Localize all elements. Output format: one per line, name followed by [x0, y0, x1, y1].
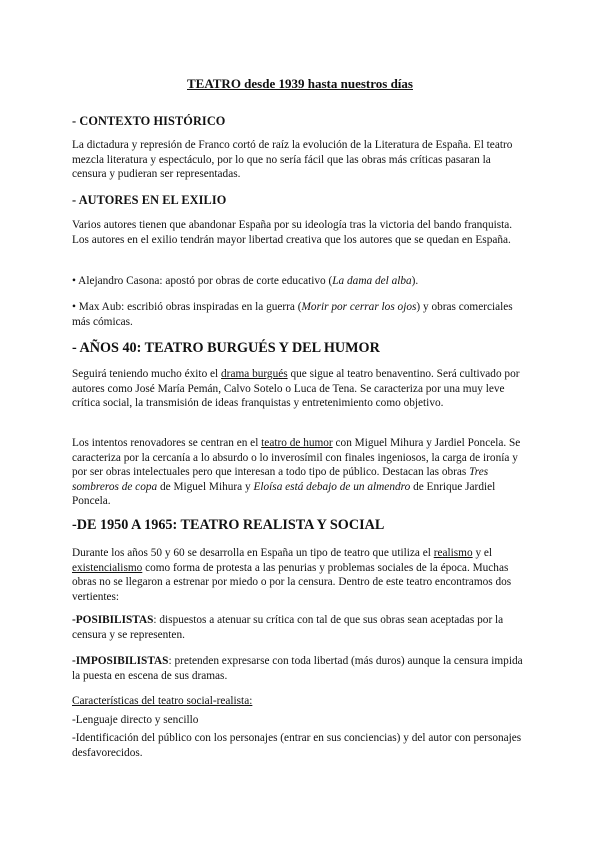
p4-text-and: y el — [472, 547, 493, 559]
section-heading-anos-40: - AÑOS 40: TEATRO BURGUÉS Y DEL HUMOR — [72, 340, 380, 356]
p1-text: Seguirá teniendo mucho éxito el — [72, 368, 222, 380]
p2-text: Los intentos renovadores se centran en el — [72, 437, 262, 449]
paragraph-drama-burgues — [72, 367, 528, 411]
label-imposibilistas: -IMPOSIBILISTAS — [72, 655, 169, 667]
section-heading-contexto: - CONTEXTO HISTÓRICO — [72, 114, 226, 128]
casona-text: • Alejandro Casona: apostó por obras de corte educativo ( — [72, 275, 333, 287]
section-heading-1950-1965: -DE 1950 A 1965: TEATRO REALISTA Y SOCIAL — [72, 517, 385, 533]
page-title: TEATRO desde 1939 hasta nuestros días — [187, 76, 413, 91]
characteristic-item-1: -Lenguaje directo y sencillo — [72, 714, 199, 726]
text-imposibilistas: : pretenden expresarse con toda libertad (más duros) aunque la censura impida la puesta en escena de sus dramas. — [72, 655, 523, 682]
list-item-aub — [72, 300, 528, 329]
paragraph-exilio: Varios autores tienen que abandonar España por su ideología tras la victoria del bando franquista. Los autores en el exilio tendrán mayor libertad creativa que los autores que se quedan en España. — [72, 219, 513, 246]
paragraph-realismo — [72, 546, 528, 604]
term-teatro-humor: teatro de humor — [261, 437, 333, 449]
text-posibilistas: : dispuestos a atenuar su crítica con tal de que sus obras sean aceptadas por la censura y se representen. — [72, 614, 504, 641]
casona-text-end: ). — [411, 275, 419, 287]
p2-text-mid: con Miguel Mihura y Jardiel Poncela. Se caracteriza por la cercanía a lo absurdo o lo inverosímil con finales ingeniosos, la carga de ironía y por ser obras intelectuales pero que interesan a todo tipo de público. Destacan las obras — [72, 437, 521, 479]
p1-text-rest: que sigue al teatro benaventino. Será cultivado por autores como José María Pemán, Calvo Sotelo o Luca de Tena. Se caracteriza por una muy leve crítica social, la transmisión de ideas franquistas y entretenimiento como objetivo. — [72, 368, 520, 410]
characteristic-item-2: -Identificación del público con los personajes (entrar en sus conciencias) y del autor con personajes desfavorecidos. — [72, 732, 522, 759]
list-item-casona — [72, 274, 528, 289]
aub-work: Morir por cerrar los ojos — [301, 301, 417, 313]
p2-text-end: de Enrique Jardiel Poncela. — [72, 480, 496, 508]
aub-text-end: ) y obras comerciales más cómicas. — [72, 301, 513, 328]
term-drama-burgues: drama burgués — [221, 368, 288, 380]
characteristics-title: Características del teatro social-realista: — [72, 695, 253, 707]
p4-text: Durante los años 50 y 60 se desarrolla en España un tipo de teatro que utiliza el — [72, 547, 434, 559]
work-eloisa: Eloísa está debajo de un almendro — [253, 480, 411, 493]
paragraph-contexto: La dictadura y represión de Franco cortó de raíz la evolución de la Literatura de España. El teatro mezcla literatura y espectáculo, por lo que no sería fácil que las obras más críticas pasaran la censura y pudieran ser representadas. — [72, 139, 513, 181]
casona-work: La dama del alba — [332, 275, 412, 287]
paragraph-imposibilistas — [72, 654, 528, 683]
work-tres-sombreros: Tres sombreros de copa — [72, 466, 489, 493]
p4-text-rest: como forma de protesta a las penurias y problemas sociales de la época. Muchas obras no se llegaron a estrenar por miedo o por la censura. Dentro de este teatro encontramos dos vertientes: — [72, 561, 512, 603]
term-existencialismo: existencialismo — [72, 561, 143, 574]
label-posibilistas: -POSIBILISTAS — [72, 614, 154, 626]
aub-text: • Max Aub: escribió obras inspiradas en la guerra ( — [72, 301, 302, 313]
paragraph-posibilistas — [72, 613, 528, 642]
paragraph-teatro-humor — [72, 436, 528, 509]
section-heading-exilio: - AUTORES EN EL EXILIO — [72, 193, 227, 207]
p2-text-mid2: de Miguel Mihura y — [157, 480, 254, 493]
term-realismo: realismo — [433, 547, 473, 559]
